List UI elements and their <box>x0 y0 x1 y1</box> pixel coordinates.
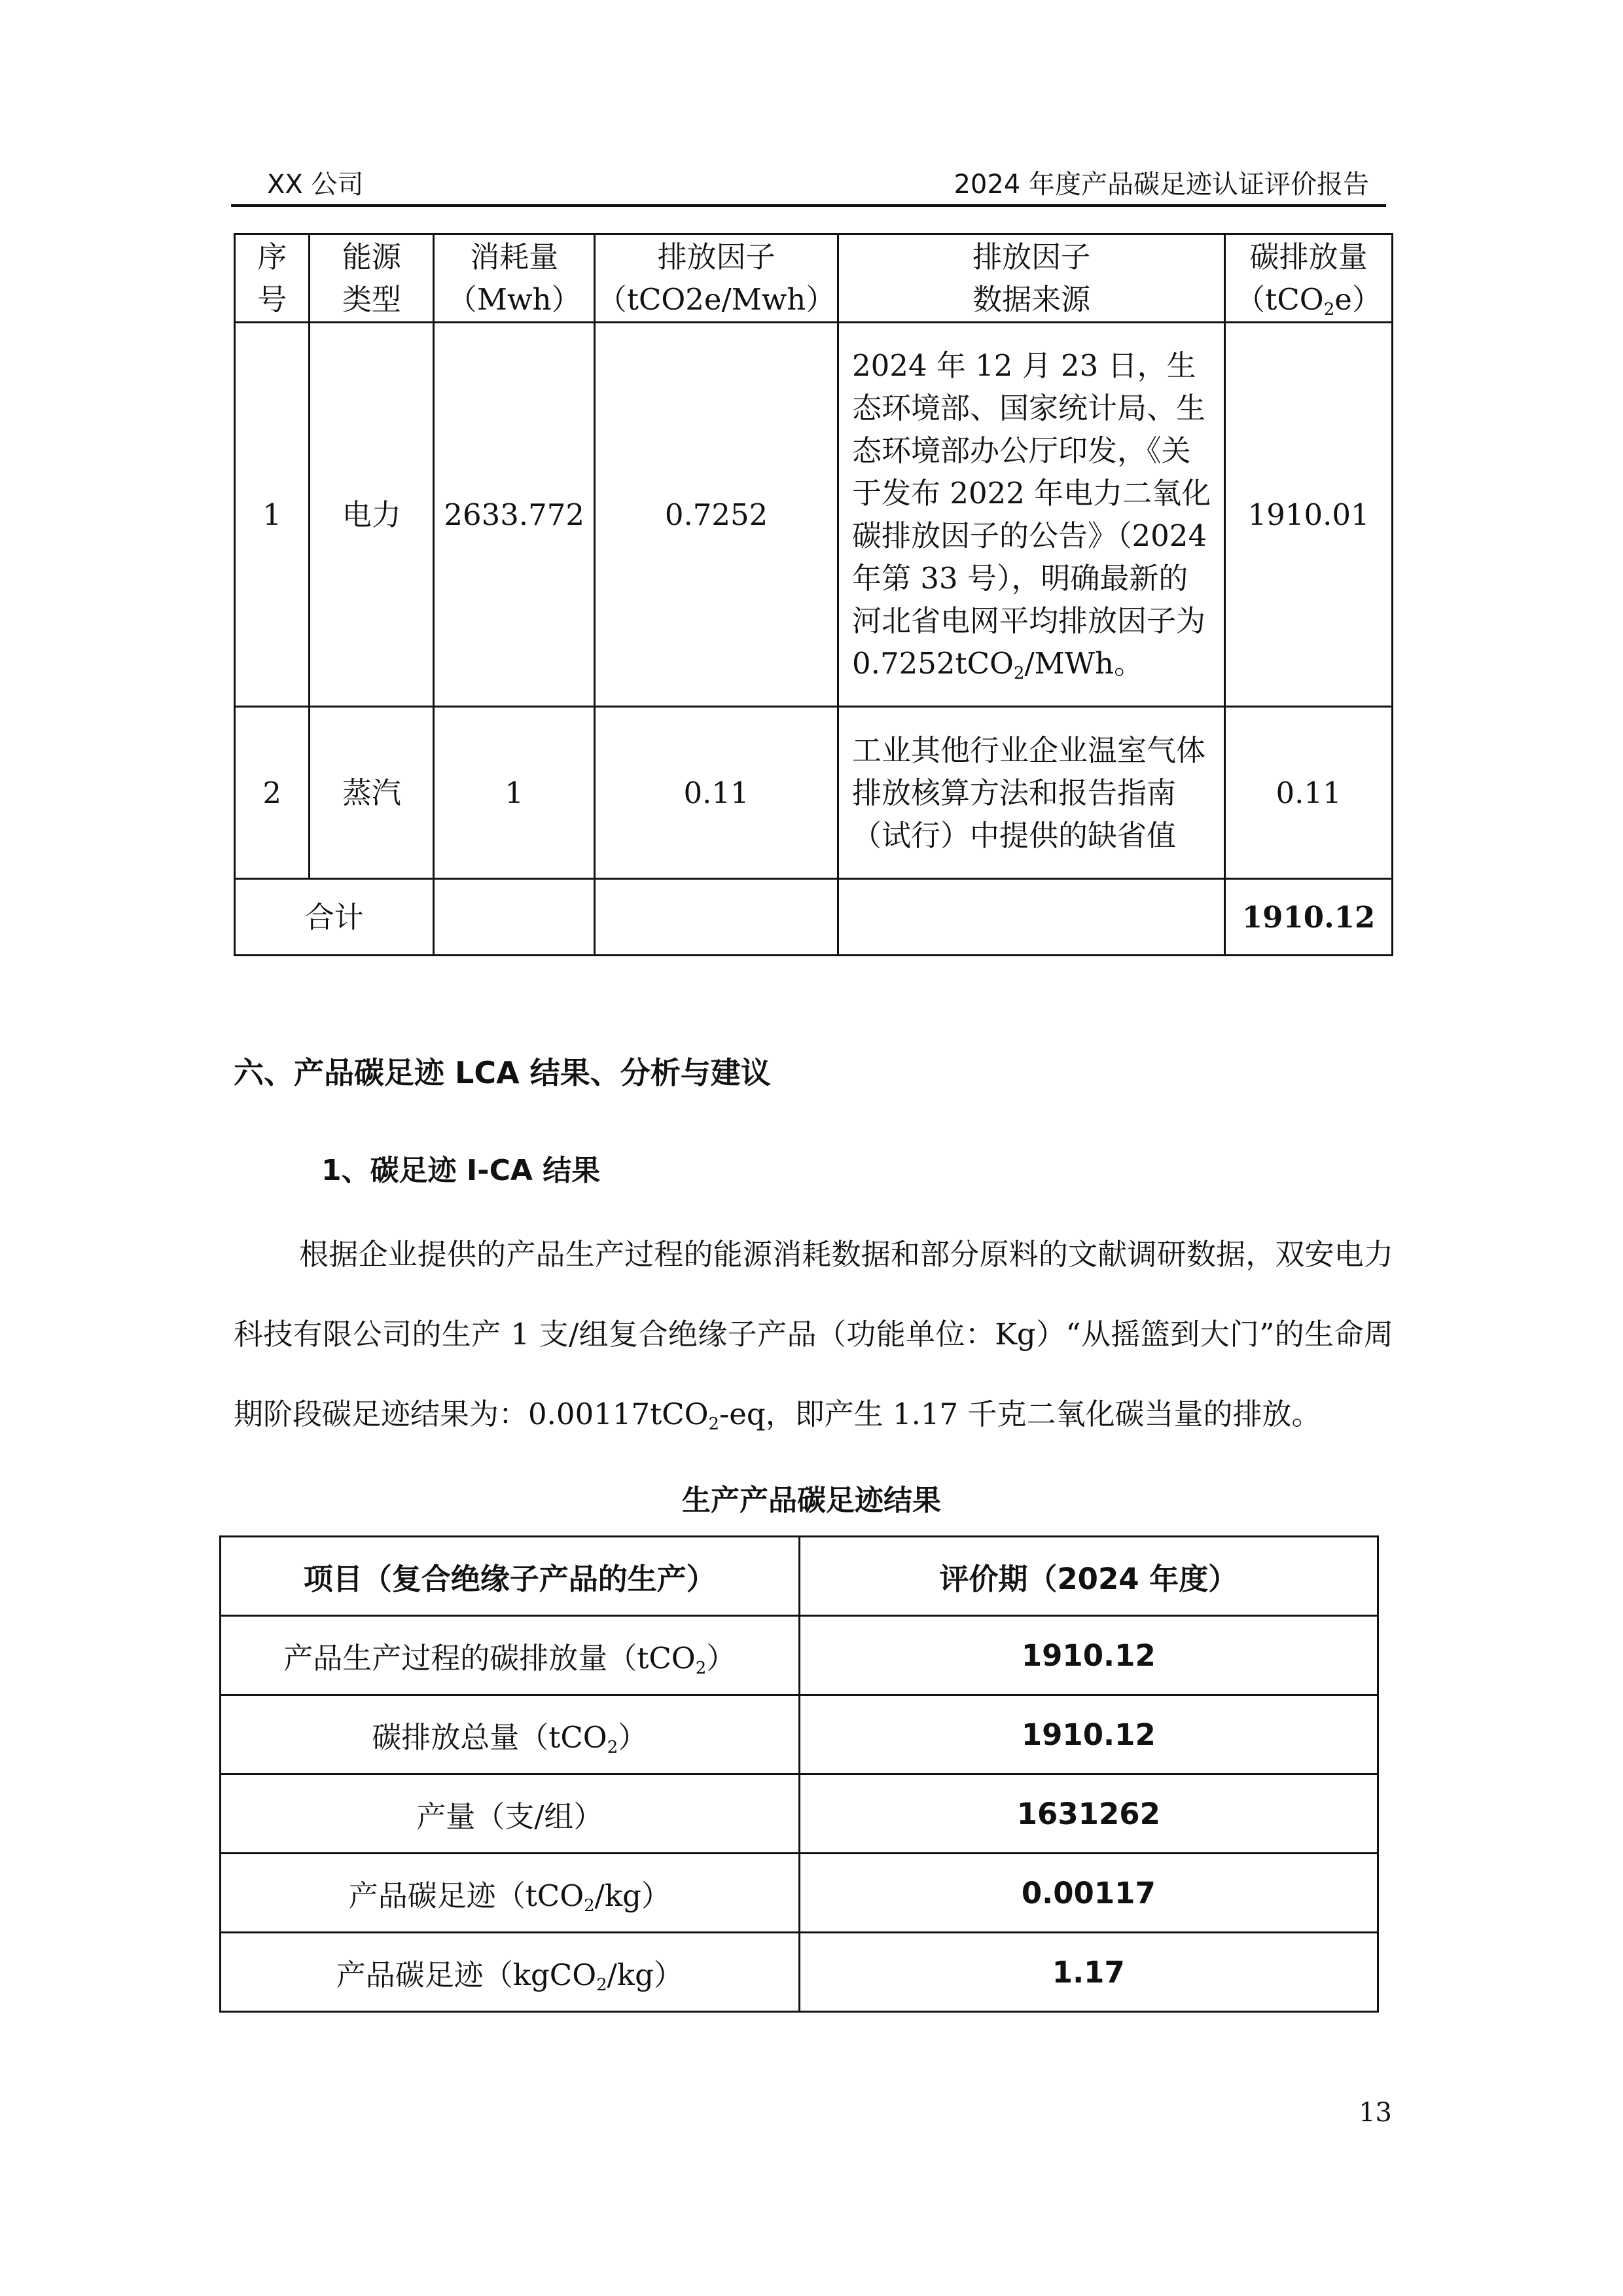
company-name: XX 公司 <box>267 170 364 200</box>
cell-factor-source: 2024 年 12 月 23 日，生态环境部、国家统计局、生态环境部办公厅印发，《关于发布 2022 年电力二氧化碳排放因子的公告》（2024 年第 33 号），明确最新的河北省电网平均排放因子为 0.7252tCO$_2$/MWh。 <box>838 323 1225 707</box>
table-row <box>235 707 1393 879</box>
energy-emission-table <box>234 233 1393 956</box>
report-title: 2024 年度产品碳足迹认证评价报告 <box>954 170 1369 200</box>
page-header <box>231 160 1386 207</box>
cell-seq: 1 <box>235 323 310 707</box>
cell-energy-type: 蒸汽 <box>310 707 434 879</box>
row-label: 产品碳足迹（kgCO$_2$/kg） <box>221 1933 800 2012</box>
cell-energy-type: 电力 <box>310 323 434 707</box>
table-row <box>221 1695 1378 1774</box>
table-row <box>221 1854 1378 1933</box>
cell-seq: 2 <box>235 707 310 879</box>
row-value: 1631262 <box>799 1774 1378 1854</box>
table-row <box>221 1933 1378 2012</box>
row-value: 1910.12 <box>799 1695 1378 1774</box>
cell-emission-factor: 0.7252 <box>595 323 838 707</box>
total-label: 合计 <box>235 879 434 956</box>
row-label: 碳排放总量（tCO$_2$） <box>221 1695 800 1774</box>
section-heading: 六、产品碳足迹 LCA 结果、分析与建议 <box>234 1055 771 1090</box>
cell-consumption: 1 <box>434 707 595 879</box>
empty-cell <box>434 879 595 956</box>
row-label: 产量（支/组） <box>221 1774 800 1854</box>
row-value: 1.17 <box>799 1933 1378 2012</box>
header-consumption: 消耗量 （Mwh） <box>434 234 595 323</box>
header-energy-type: 能源 类型 <box>310 234 434 323</box>
result-table-caption: 生产产品碳足迹结果 <box>682 1484 941 1517</box>
table-header-row <box>221 1537 1378 1616</box>
row-label: 产品生产过程的碳排放量（tCO$_2$） <box>221 1616 800 1695</box>
cell-consumption: 2633.772 <box>434 323 595 707</box>
row-label: 产品碳足迹（tCO$_2$/kg） <box>221 1854 800 1933</box>
carbon-footprint-result-table <box>219 1535 1379 2013</box>
header-seq: 序 号 <box>235 234 310 323</box>
header-factor-source: 排放因子 数据来源 <box>838 234 1225 323</box>
table-total-row <box>235 879 1393 956</box>
header-emission-factor: 排放因子 （tCO2e/Mwh） <box>595 234 838 323</box>
sub-heading: 1、碳足迹 I-CA 结果 <box>321 1154 601 1187</box>
cell-emission-factor: 0.11 <box>595 707 838 879</box>
table-header-row <box>235 234 1393 323</box>
header-period: 评价期（2024 年度） <box>799 1537 1378 1616</box>
cell-carbon-emission: 1910.01 <box>1225 323 1393 707</box>
row-value: 1910.12 <box>799 1616 1378 1695</box>
empty-cell <box>595 879 838 956</box>
row-value: 0.00117 <box>799 1854 1378 1933</box>
empty-cell <box>838 879 1225 956</box>
total-emission: 1910.12 <box>1225 879 1393 956</box>
header-item: 项目（复合绝缘子产品的生产） <box>221 1537 800 1616</box>
header-carbon-emission: 碳排放量 （tCO$_2$e） <box>1225 234 1393 323</box>
cell-carbon-emission: 0.11 <box>1225 707 1393 879</box>
cell-factor-source: 工业其他行业企业温室气体排放核算方法和报告指南（试行）中提供的缺省值 <box>838 707 1225 879</box>
table-row <box>221 1616 1378 1695</box>
table-row <box>235 323 1393 707</box>
page-number: 13 <box>1359 2098 1392 2128</box>
table-row <box>221 1774 1378 1854</box>
result-paragraph: 根据企业提供的产品生产过程的能源消耗数据和部分原料的文献调研数据，双安电力科技有限公司的生产 1 支/组复合绝缘子产品（功能单位：Kg）“从摇篮到大门”的生命周期阶段碳足迹结果为：0.00117tCO$_2$-eq，即产生 1.17 千克二氧化碳当量的排放。 <box>234 1237 1393 1434</box>
